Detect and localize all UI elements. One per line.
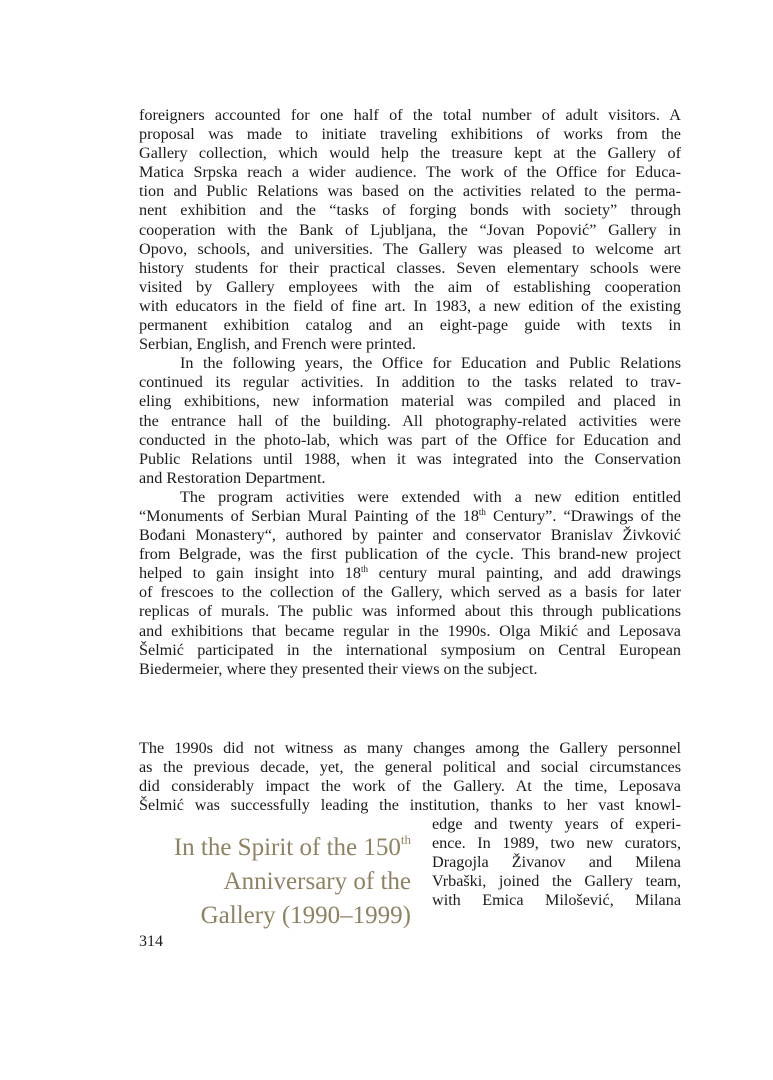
text-line: as the previous decade, yet, the general political and social circumstances (139, 758, 681, 777)
heading-superscript: th (400, 832, 411, 847)
text-line: edge and twenty years of experi- (432, 815, 681, 833)
text-line: nent exhibition and the “tasks of forging bonds with society” through (139, 201, 681, 220)
text-line: visited by Gallery employees with the aim of establishing cooperation (139, 277, 681, 296)
text-line: Serbian, English, and French were printed. (139, 335, 416, 354)
text-segment: “Monuments of Serbian Mural Painting of the 18 (139, 506, 479, 525)
text-line: eling exhibitions, new information material was compiled and placed in (139, 392, 681, 411)
text-line: The 1990s did not witness as many changes among the Gallery personnel (139, 739, 681, 757)
text-line: replicas of murals. The public was informed about this through publications (139, 602, 681, 621)
text-line: ence. In 1989, two new curators, (432, 834, 681, 853)
text-line: history students for their practical classes. Seven elementary schools were (139, 258, 681, 277)
text-line: with educators in the field of fine art. In 1983, a new edition of the existing (139, 296, 681, 315)
text-line: conducted in the photo-lab, which was part of the Office for Education and (139, 430, 681, 449)
heading-line: Gallery (1990–1999) (200, 902, 411, 929)
page-number: 314 (139, 933, 163, 950)
text-line: Bođani Monastery“, authored by painter and conservator Branislav Živković (139, 526, 681, 545)
superscript: th (478, 506, 486, 517)
text-segment: century mural painting, and add drawings (368, 564, 681, 583)
text-line (139, 507, 681, 526)
text-line: foreigners accounted for one half of the total number of adult visitors. A (139, 106, 681, 124)
text-line: Public Relations until 1988, when it was integrated into the Conservation (139, 449, 681, 468)
text-line: did considerably impact the work of the Gallery. At the time, Leposava (139, 777, 681, 796)
text-line: tion and Public Relations was based on the activities related to the perma- (139, 182, 681, 201)
text-line: Šelmić was successfully leading the institution, thanks to her vast knowl- (139, 796, 681, 815)
text-line: Vrbaški, joined the Gallery team, (432, 872, 681, 891)
text-line: Opovo, schools, and universities. The Gallery was pleased to welcome art (139, 239, 681, 258)
heading-line: Anniversary of the (223, 868, 411, 895)
text-line: of frescoes to the collection of the Gallery, which served as a basis for later (139, 583, 681, 602)
text-line: Dragojla Živanov and Milena (432, 853, 681, 872)
text-segment: Century”. “Drawings of the (485, 506, 681, 525)
text-line: proposal was made to initiate traveling exhibitions of works from the (139, 125, 681, 144)
text-line: In the following years, the Office for Education and Public Relations (180, 354, 681, 373)
text-line: from Belgrade, was the first publication of the cycle. This brand-new project (139, 545, 681, 564)
heading-text: In the Spirit of the 150 (173, 834, 401, 861)
text-line: cooperation with the Bank of Ljubljana, the “Jovan Popović” Gallery in (139, 220, 681, 239)
heading-line (139, 831, 411, 865)
chapter-heading (139, 831, 411, 933)
text-line: Gallery collection, which would help the treasure kept at the Gallery of (139, 144, 681, 163)
superscript: th (360, 564, 368, 575)
text-line (139, 564, 681, 583)
text-line: with Emica Milošević, Milana (432, 891, 681, 910)
text-line: continued its regular activities. In addition to the tasks related to trav- (139, 373, 681, 392)
text-segment: helped to gain insight into 18 (139, 564, 361, 583)
text-line: Šelmić participated in the international symposium on Central European (139, 640, 681, 659)
text-line: permanent exhibition catalog and an eight-page guide with texts in (139, 316, 681, 335)
body-text-top (139, 106, 681, 679)
text-line: and exhibitions that became regular in the 1990s. Olga Mikić and Leposava (139, 621, 681, 640)
body-text-bottom (139, 739, 681, 815)
text-line: the entrance hall of the building. All photography-related activities were (139, 411, 681, 430)
text-line: Matica Srpska reach a wider audience. The work of the Office for Educa- (139, 163, 681, 182)
right-column-text (432, 815, 681, 910)
text-line: and Restoration Department. (139, 468, 326, 487)
text-line: Biedermeier, where they presented their views on the subject. (139, 659, 538, 678)
text-line: The program activities were extended with a new edition entitled (180, 487, 681, 506)
